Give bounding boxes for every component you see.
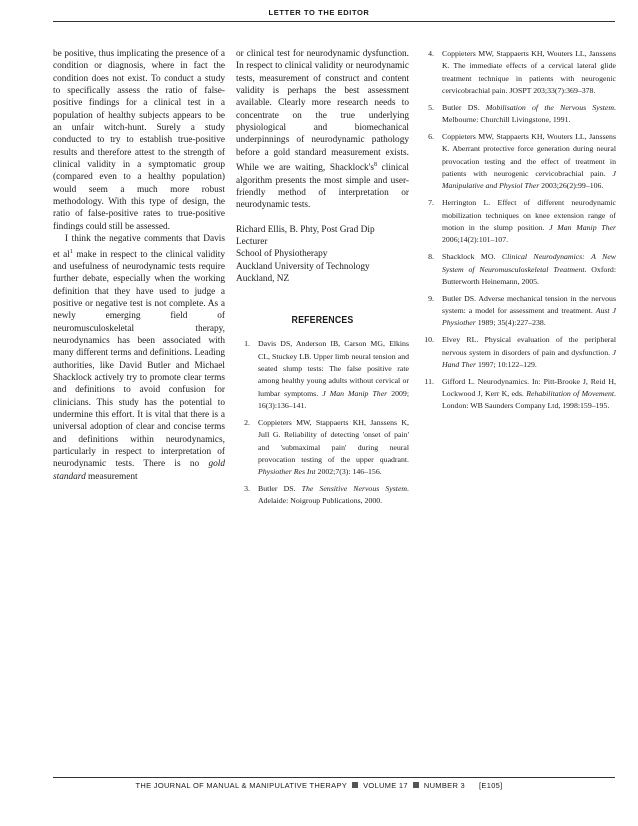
reference-text-run: 2002;7(3): 146–156. (315, 467, 382, 477)
reference-title-italic: Mobilisation of the Nervous System (485, 102, 615, 112)
square-bullet-icon (413, 782, 419, 788)
author-name: Richard Ellis, B. Phty, Post Grad Dip (236, 224, 375, 235)
reference-text (258, 417, 409, 479)
reference-title-italic: Physiother Res Int (258, 467, 316, 477)
reference-title-italic: The Sensitive Nervous System (301, 484, 408, 494)
reference-text-run: . Oxford: Butterworth Heinemann, 2005. (442, 264, 616, 286)
body-paragraph (53, 233, 225, 483)
reference-text-run: . Melbourne: Churchill Livingstone, 1991. (442, 102, 616, 125)
reference-text (442, 48, 616, 97)
references-heading: REFERENCES (291, 315, 354, 327)
reference-title-italic: J Man Manip Ther (322, 388, 388, 398)
reference-item (236, 483, 409, 508)
reference-number: 1. (244, 339, 250, 349)
reference-text (442, 197, 616, 246)
journal-number: NUMBER 3 (423, 781, 466, 790)
text-run: measurement (85, 471, 138, 482)
citation-superscript: 8 (373, 162, 377, 169)
reference-item (420, 48, 616, 97)
reference-text-run: Coppieters MW, Stappaerts KH, Wouters LL, Janssens K. Aberrant protective force generation during neural provocation testing and the effect of treatment in patients with neurogenic cervicobrachial pain. (442, 132, 616, 179)
reference-text (442, 376, 616, 413)
reference-text-run: Gifford L. Neurodynamics. In: Pitt-Brooke J, Reid H, Lockwood J, Kerr K, eds. (442, 376, 616, 399)
reference-item (420, 293, 616, 330)
reference-number: 3. (244, 484, 250, 494)
square-bullet-icon (352, 782, 358, 788)
reference-text-run: 2006;14(2):101–107. (442, 235, 509, 245)
reference-text-run: . Adelaide: Noigroup Publications, 2000. (258, 484, 409, 506)
reference-title-italic: Rehabilitation of Movement (526, 389, 615, 399)
text-run: I think the negative comments that Davis et al (53, 234, 225, 260)
reference-number: 11. (424, 376, 434, 386)
body-paragraph (236, 48, 409, 212)
column-1 (53, 48, 225, 483)
reference-text (442, 131, 616, 193)
reference-number: 6. (428, 132, 434, 142)
reference-text-run: Coppieters MW, Stappaerts KH, Wouters LL, Janssens K. The immediate effects of a cervical lateral glide treatment technique in patients with neurogenic cervicobrachial pain. JOSPT 203;33(7):369–378. (442, 49, 616, 96)
text-run: clinical algorithm presents the most simple and user-friendly method of interpretation or neurodynamic tests. (236, 163, 409, 211)
author-department: School of Physiotherapy (236, 249, 328, 260)
reference-number: 9. (428, 293, 434, 303)
footer-rule (53, 777, 615, 778)
reference-text-run: Butler DS. Adverse mechanical tension in the nervous system: a model for assessment and treatment. (442, 293, 616, 316)
reference-title-italic: Aust J Physiother (442, 306, 616, 328)
page-footer (0, 781, 638, 790)
emphasis-text: gold standard (53, 459, 225, 482)
reference-list (236, 338, 409, 507)
reference-number: 2. (244, 417, 250, 427)
reference-title-italic: J Hand Ther (442, 347, 616, 369)
reference-text-run: Davis DS, Anderson IB, Carson MG, Elkins CL, Stuckey LB. Upper limb neural tension and seated slump tests: The false positive rate among healthy young adults without cervical or lumbar symptoms. (258, 339, 409, 398)
reference-text (258, 483, 409, 508)
reference-text (442, 251, 616, 288)
reference-number: 8. (428, 252, 434, 262)
author-location: Auckland, NZ (236, 273, 290, 284)
reference-list (420, 48, 616, 413)
reference-text-run: Butler DS. (258, 484, 302, 494)
citation-superscript: 1 (69, 248, 73, 255)
column-2 (236, 48, 409, 512)
reference-text-run: Shacklock MO. (442, 252, 502, 262)
body-paragraph: be positive, thus implicating the presence of a condition or diagnosis, where in fact the condition does not exist. To conduct a study to specifically assess the ratio of false-positive findings for a clinical test in a population of healthy subjects appears to be an unfair witch-hunt. Surely a study conducted to try to establish true-positive results and therefore attest to the strength of clinical validity in a symptomatic group (compared even to a healthy population) would seem a much more robust methodology. With this type of design, the ratio of false-positive rates to true-positive findings could still be assessed. (53, 49, 225, 232)
reference-item (420, 102, 616, 127)
reference-text-run: Butler DS. (442, 102, 486, 112)
reference-text (442, 102, 616, 127)
reference-title-italic: Clinical Neurodynamics: A New System of Neuromusculoskeletal Treatment (442, 252, 617, 274)
page-number: [E105] (479, 781, 503, 790)
reference-text-run: Elvey RL. Physical evaluation of the peripheral nervous system in disorders of pain and dysfunction. (442, 335, 616, 357)
header-rule (53, 21, 615, 22)
reference-text-run: Coppieters MW, Stappaerts KH, Janssens K, Jull G. Reliability of detecting 'onset of pain' and 'submaximal pain' during neural provocation testing of the upper quadrant. (258, 417, 409, 464)
reference-text (442, 334, 616, 371)
reference-number: 7. (428, 198, 434, 208)
reference-text-run: 2009; 16(3):136–141. (258, 388, 409, 410)
reference-title-italic: J Manipulative and Physiol Ther (442, 169, 616, 191)
author-signature (236, 224, 409, 286)
reference-text (442, 293, 616, 330)
reference-text-run: . London: WB Saunders Company Ltd, 1998:159–195. (442, 389, 616, 411)
section-label: LETTER TO THE EDITOR (268, 8, 370, 17)
reference-item (236, 338, 409, 412)
reference-item (236, 417, 409, 479)
reference-text (258, 338, 409, 412)
reference-text-run: 1989; 35(4):227–238. (475, 318, 546, 328)
journal-volume: VOLUME 17 (363, 781, 408, 790)
reference-item (420, 251, 616, 288)
author-title: Lecturer (236, 236, 268, 247)
author-institution: Auckland University of Technology (236, 261, 370, 272)
reference-item (420, 376, 616, 413)
reference-text-run: Herrington L. Effect of different neurodynamic mobilization techniques on knee extension range of motion in the slump position. (442, 198, 616, 232)
reference-number: 5. (428, 102, 434, 112)
reference-text-run: 2003;26(2):99–106. (539, 181, 604, 191)
reference-text-run: 1997; 10:122–129. (476, 359, 537, 369)
text-run: make in respect to the clinical validity and usefulness of neurodynamic tests require further debate, especially when the working definition that they have used to judge a positive or negative test is not complete. As a newly emerging field of neuromusculoskeletal therapy, neurodynamics has been associated with many different terms and definitions. Leading authorities, like David Butler and Michael Shacklock actively try to promote clear terms and definitions to avoid confusion for clinicians. This study has the potential to undermine this effort. It is vital that there is a universal adoption of clear and concise terms and definitions within neurodynamics, particularly in respect to interpretation of neurodynamic tests. There is no (53, 249, 226, 470)
reference-item (420, 197, 616, 246)
reference-title-italic: J Man Manip Ther (549, 222, 616, 232)
text-run: or clinical test for neurodynamic dysfunction. In respect to clinical validity or neurodynamic tests, measurement of construct and content validity is perhaps the best assessment available. Clearly more research needs to concentrate on the true underlying physiological and biomechanical underpinnings of neurodynamic pathology before a gold standard measurement exists. While we are waiting, Shacklock's (236, 49, 409, 174)
journal-name: THE JOURNAL OF MANUAL & MANIPULATIVE THERAPY (135, 781, 348, 790)
reference-item (420, 131, 616, 193)
column-3 (420, 48, 616, 417)
reference-item (420, 334, 616, 371)
reference-number: 10. (424, 335, 434, 345)
reference-number: 4. (428, 49, 434, 58)
